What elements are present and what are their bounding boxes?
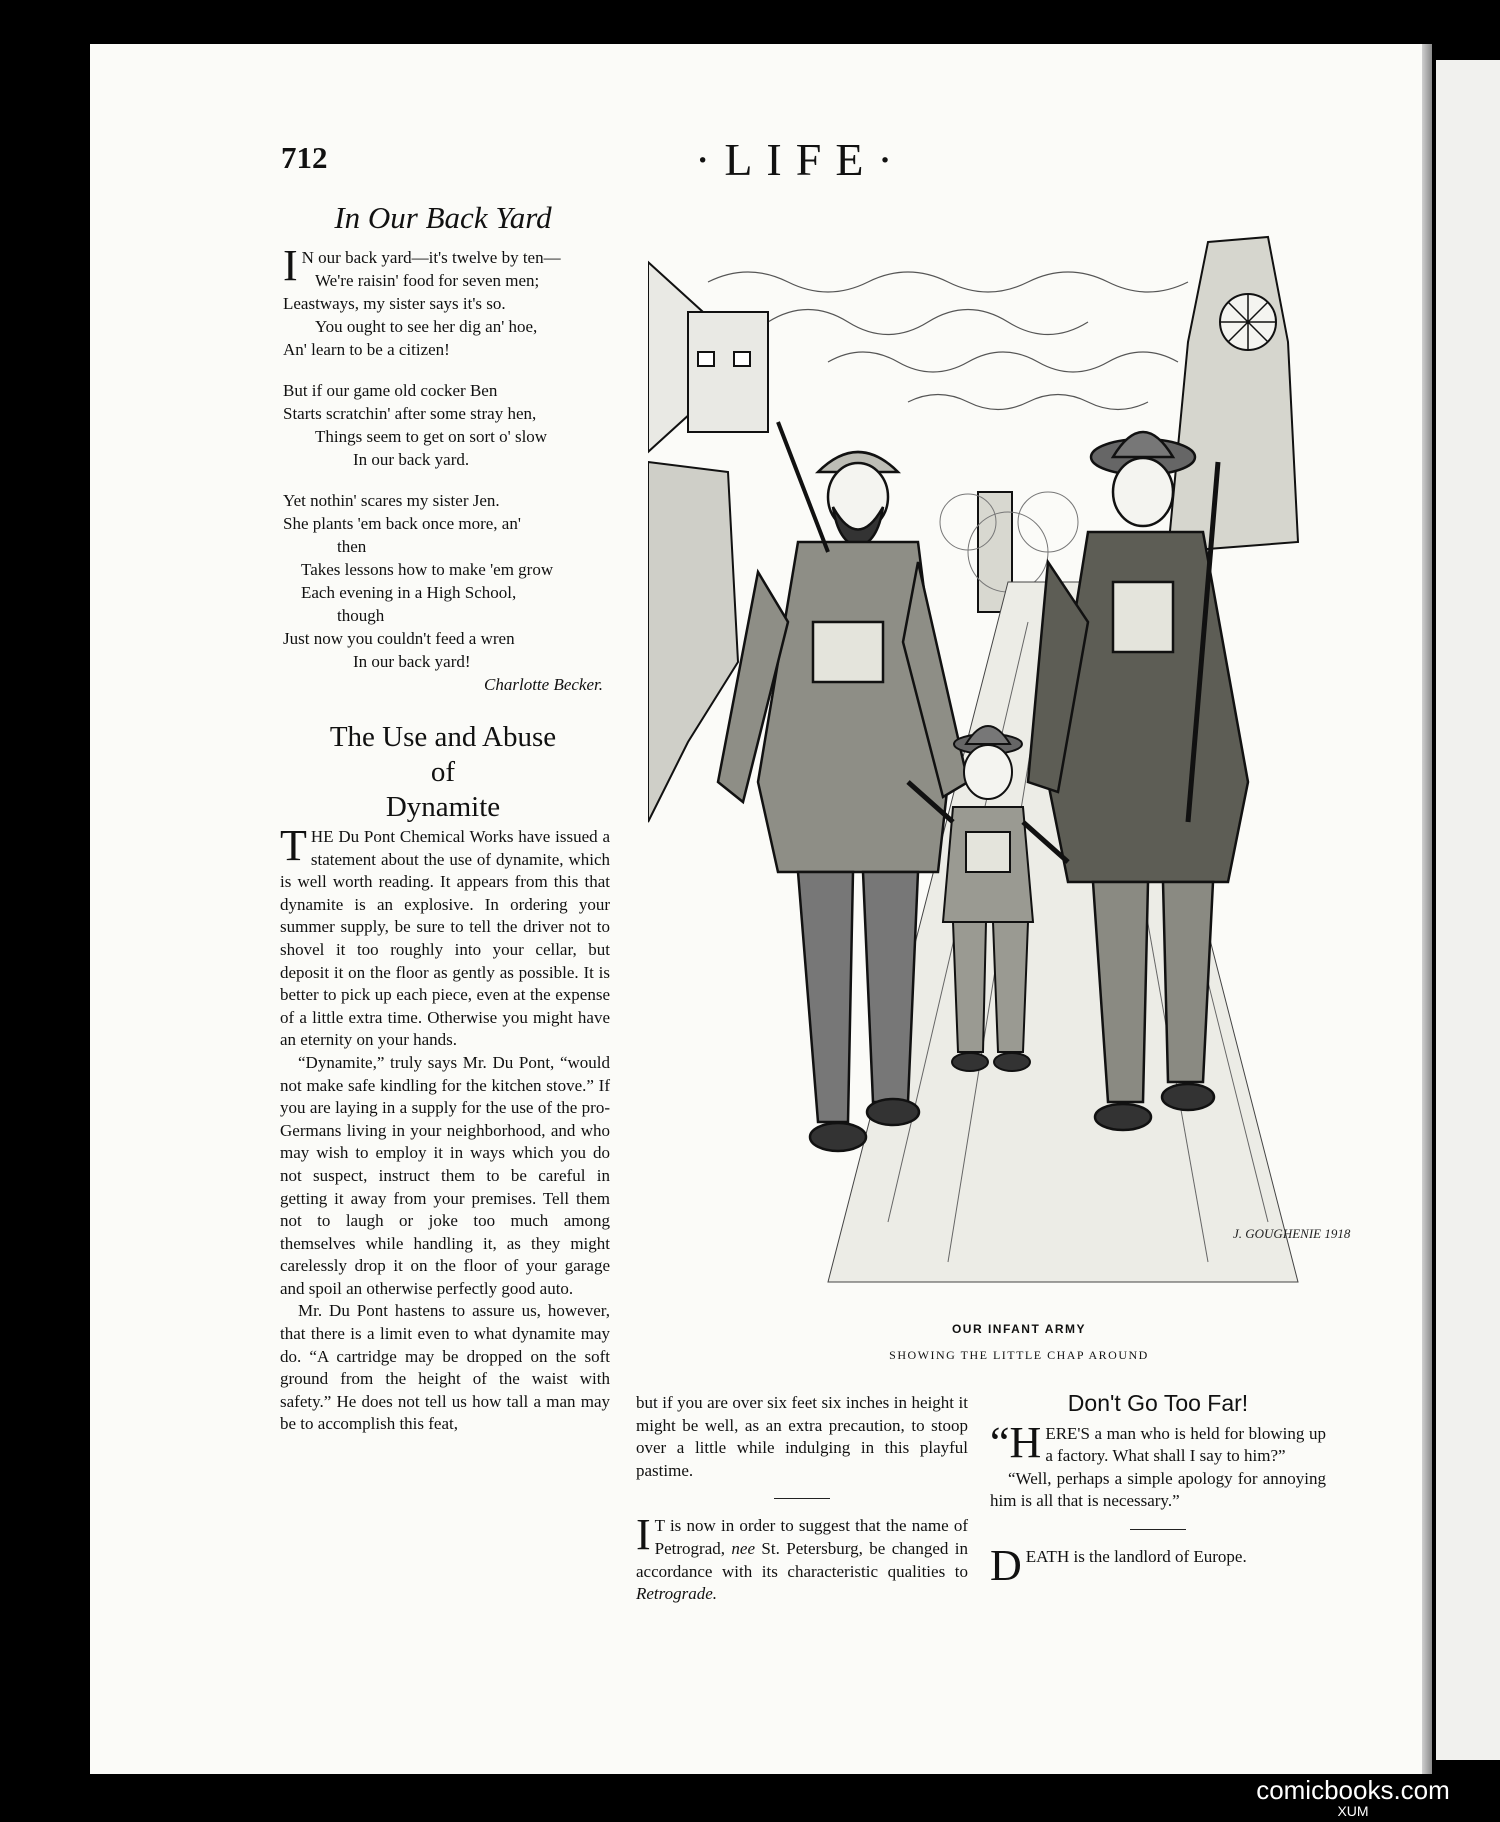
poem-line: In our back yard!: [353, 652, 471, 671]
petrograd-text: St. Petersburg, be changed in accordance with its characteristic qualities to: [636, 1538, 969, 1581]
article-title: [283, 720, 603, 825]
article-paragraph: “Dynamite,” truly says Mr. Du Pont, “would not make safe kindling for the kitchen stove.” If you are laying in a supply for the use of the pro-Germans living in your neighborhood, and who may wish to employ it in ways which you do not suspect, instruct them to be careful in getting it away from your premises. Tell them not to laugh or joke too much among themselves while handling it, as they might carelessly drop it on the floor of your garage and spoil an otherwise perfectly good auto.: [280, 1052, 610, 1298]
petrograd-text: T is now in order to suggest that the name of Petrograd,: [654, 1516, 968, 1558]
dont-go-paragraph: [990, 1417, 1326, 1468]
watermark-line2: XUM: [1337, 1803, 1369, 1819]
article-column-1: [280, 821, 610, 1436]
poem-line: An' learn to be a citizen!: [283, 340, 450, 359]
poem-line: Takes lessons how to make 'em grow: [301, 560, 554, 579]
poem-line: We're raisin' food for seven men;: [315, 271, 540, 290]
illustration-signature: J. GOUGHENIE 1918: [1233, 1226, 1351, 1241]
poem-stanza-3: [283, 489, 603, 696]
poem-stanza-2: [283, 379, 603, 471]
petrograd-paragraph: [636, 1510, 969, 1605]
poem-author: Charlotte Becker.: [484, 675, 603, 694]
dont-go-column: [990, 1390, 1326, 1590]
article-paragraph: Mr. Du Pont hastens to assure us, however, that there is a limit even to what dynamite may do. “A cartridge may be dropped on the soft ground from the height of the waist with safety.” He does not tell us how tall a man may be to accomplish this feat,: [280, 1301, 610, 1434]
poem: [283, 241, 603, 696]
dont-go-text: ERE'S a man who is held for blowing up a factory. What shall I say to him?”: [1045, 1423, 1326, 1466]
dont-go-dropcap: “H: [990, 1417, 1042, 1467]
divider: [774, 1498, 830, 1499]
poem-title: In Our Back Yard: [334, 200, 552, 235]
page-number: 712: [281, 140, 328, 175]
poem-line: In our back yard.: [353, 450, 470, 469]
poem-line: Yet nothin' scares my sister Jen.: [283, 491, 500, 510]
poem-line: though: [337, 606, 385, 625]
petrograd-retrograde: Retrograde.: [636, 1584, 718, 1604]
poem-dropcap: I: [283, 241, 298, 290]
poem-line: Things seem to get on sort o' slow: [315, 427, 548, 446]
poem-line: Starts scratchin' after some stray hen,: [283, 404, 537, 423]
illustration-caption-subtitle: SHOWING THE LITTLE CHAP AROUND: [889, 1348, 1149, 1362]
poem-line: But if our game old cocker Ben: [283, 381, 498, 400]
dont-go-paragraph: “Well, perhaps a simple apology for annoying him is all that is necessary.”: [990, 1468, 1326, 1511]
poem-line: She plants 'em back once more, an': [283, 514, 521, 533]
divider: [1130, 1529, 1186, 1530]
petrograd-dropcap: I: [636, 1510, 651, 1560]
article-title-line1: The Use and Abuse: [329, 721, 557, 753]
watermark-line1: comicbooks.com: [1256, 1775, 1450, 1805]
death-paragraph: [990, 1540, 1326, 1590]
death-text: EATH is the landlord of Europe.: [1025, 1546, 1247, 1566]
watermark: [1228, 1776, 1478, 1822]
poem-line: Leastways, my sister says it's so.: [283, 294, 506, 313]
poem-line: then: [337, 537, 367, 556]
article-column-2: [636, 1392, 968, 1606]
poem-line: You ought to see her dig an' hoe,: [315, 317, 538, 336]
poem-line: N our back yard—it's twelve by ten—: [301, 248, 561, 267]
article-title-line2: of: [430, 756, 456, 788]
poem-stanza-1: [283, 241, 603, 361]
article-text: HE Du Pont Chemical Works have issued a statement about the use of dynamite, which is well worth reading. It appears from this that dynamite is an explosive. In ordering your summer supply, be sure to tell the driver not to shovel it too roughly into your cellar, but deposit it on the floor as gently as possible. It is better to pick up each piece, even at the expense of a little extra time. Otherwise you might have an eternity on your hands.: [280, 827, 610, 1050]
illustration-caption-title: OUR INFANT ARMY: [951, 1322, 1087, 1336]
death-dropcap: D: [990, 1540, 1022, 1590]
next-page-sliver: [1436, 60, 1500, 1760]
petrograd-nee: nee: [731, 1538, 755, 1558]
article-dropcap: T: [280, 821, 307, 870]
poem-line: Just now you couldn't feed a wren: [283, 629, 515, 648]
dont-go-title: Don't Go Too Far!: [1067, 1390, 1249, 1416]
article-title-line3: Dynamite: [385, 791, 501, 823]
poem-line: Each evening in a High School,: [301, 583, 517, 602]
article-paragraph: [280, 821, 610, 1052]
page-edge: [1422, 44, 1432, 1774]
masthead: ·LIFE·: [695, 134, 907, 185]
article-paragraph: but if you are over six feet six inches in height it might be well, as an extra precaution, to stoop over a little while indulging in this playful pastime.: [636, 1393, 968, 1480]
war-illustration: [648, 222, 1390, 1302]
